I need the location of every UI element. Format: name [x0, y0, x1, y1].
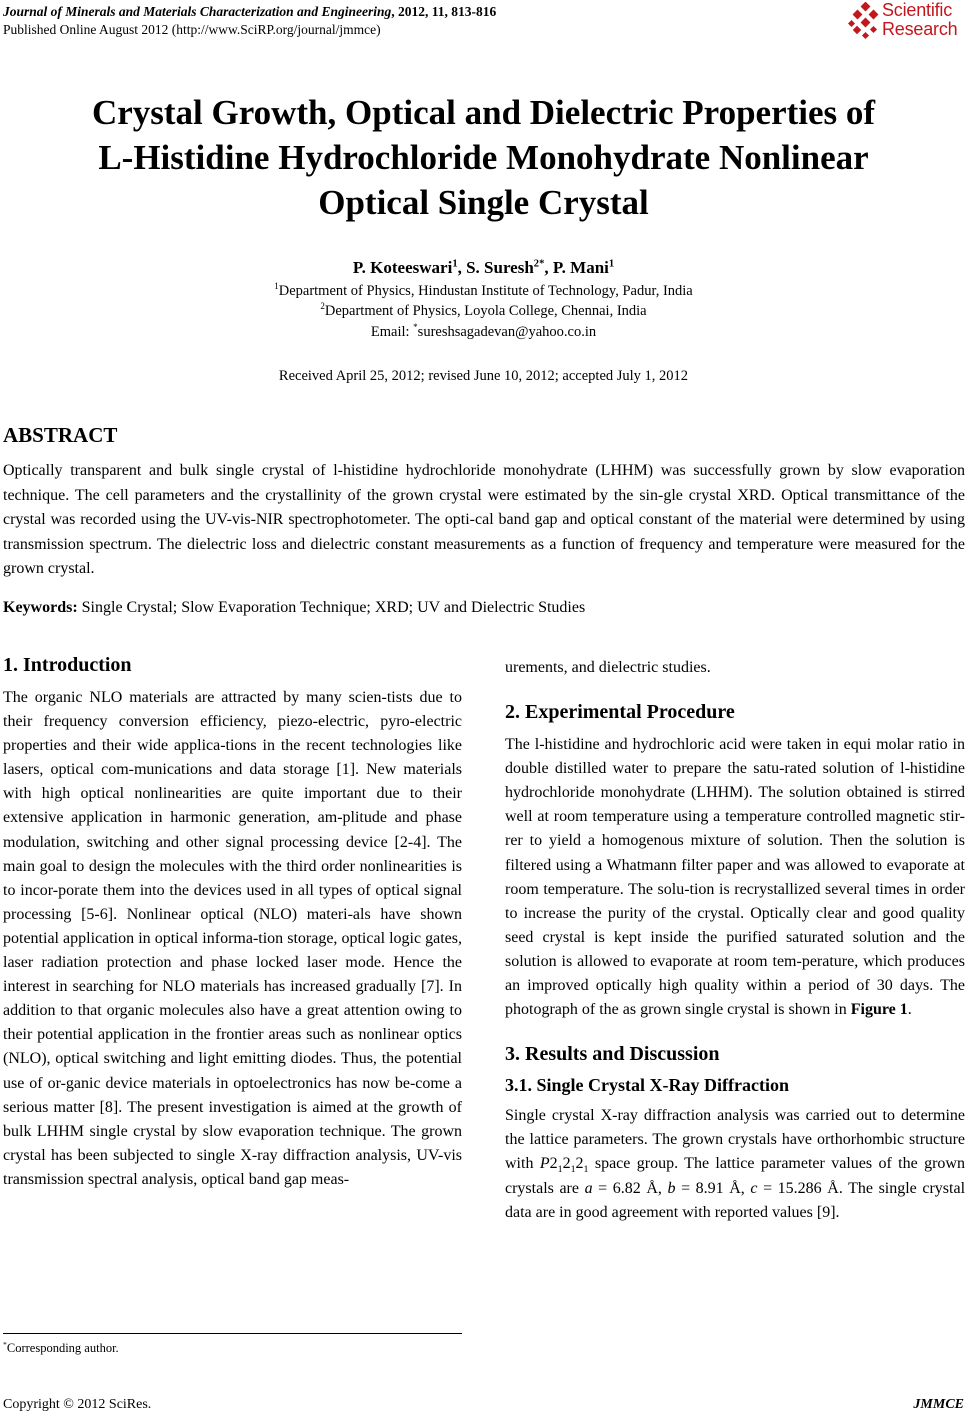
- footnote-text: Corresponding author.: [6, 1341, 119, 1355]
- title-line-3: Optical Single Crystal: [318, 183, 649, 222]
- logo-mark-icon: [848, 2, 882, 42]
- author-affiliation-mark: 1: [452, 258, 458, 270]
- space-group-digit: 2: [562, 1155, 571, 1173]
- lattice-a-value: = 6.82 Å,: [592, 1179, 668, 1197]
- lattice-b-value: = 8.91 Å,: [675, 1179, 751, 1197]
- footnote: [3, 1341, 119, 1356]
- affiliation-text: Department of Physics, Hindustan Institute of Technology, Padur, India: [278, 283, 693, 299]
- section-heading-experimental: 2. Experimental Procedure: [505, 701, 735, 724]
- author-list: [0, 258, 967, 278]
- affiliation-mark: 1: [274, 281, 279, 292]
- keywords-label: Keywords:: [3, 599, 78, 616]
- title-line-2: L-Histidine Hydrochloride Monohydrate Nonlinear: [98, 138, 869, 177]
- introduction-text: The organic NLO materials are attracted by many scien-tists due to their frequency conversion efficiency, piezo-electric, pyro-electric properties and their wide applica-tions in the recent technologies like lasers, optical com-munications and data storage [1]. New materials with high optical nonlinearities are quite important due to their extensive application in harmonic generation, am-plitude and phase modulation, switching and other signal processing device [2-4]. The main goal to design the molecules with the third order nonlinearities is to incor-porate them into the devices used in all types of optical signal processing [5-6]. Nonlinear optical (NLO) materi-als have shown potential application in optical informa-tion storage, optical logic gates, laser radiation protection and phase locked laser mode. Hence the interest in searching for NLO materials has increased gradually [7]. In addition to that organic molecules also have a great attention owing to their potential application in the frontier areas such as nonlinear optics (NLO), optical switching and light emitting diodes. Thus, the potential use of or-ganic device materials in optoelectronics has now be-come a serious matter [8]. The present investigation is aimed at the growth of bulk LHHM single crystal by slow evaporation technique. The grown crystal has been subjected to single X-ray diffraction analysis, UV-vis transmission spectral analysis, optical band gap meas-: [3, 689, 462, 1188]
- journal-name: Journal of Minerals and Materials Characterization and Engineering: [3, 4, 392, 19]
- author-name: P. Koteeswari: [352, 258, 453, 277]
- space-group-subscript: 1: [570, 1164, 576, 1176]
- lattice-c-label: c: [750, 1179, 758, 1197]
- section-heading-results: 3. Results and Discussion: [505, 1043, 720, 1066]
- logo-line-1: Scientific: [882, 0, 953, 20]
- author-affiliation-mark: 1: [608, 258, 615, 270]
- xrd-text: [505, 1104, 965, 1224]
- publication-info: Published Online August 2012 (http://www.SciRP.org/journal/jmmce): [3, 22, 381, 37]
- abstract-heading: ABSTRACT: [3, 423, 118, 447]
- lattice-a-label: a: [584, 1179, 593, 1197]
- keywords-text: Single Crystal; Slow Evaporation Technique; XRD; UV and Dielectric Studies: [77, 599, 586, 616]
- affiliation-1: [0, 283, 967, 300]
- space-group-symbol: P: [539, 1155, 550, 1173]
- figure-1-reference[interactable]: Figure 1: [850, 1001, 908, 1019]
- space-group-digit: 2: [575, 1155, 584, 1173]
- author-email: [0, 324, 967, 341]
- journal-abbreviation: JMMCE: [913, 1397, 964, 1412]
- right-column: [505, 656, 965, 1225]
- experimental-text: [505, 733, 965, 1022]
- author-name: P. Mani: [552, 258, 609, 277]
- journal-citation: [3, 4, 496, 20]
- copyright-notice: Copyright © 2012 SciRes.: [3, 1397, 152, 1412]
- subsection-heading-xrd: 3.1. Single Crystal X-Ray Diffraction: [505, 1075, 789, 1096]
- logo-line-2: Research: [882, 19, 958, 39]
- email-address[interactable]: sureshsagadevan@yahoo.co.in: [417, 324, 597, 340]
- footnote-divider: [3, 1333, 462, 1334]
- affiliation-mark: 2: [320, 301, 325, 312]
- introduction-continuation: urements, and dielectric studies.: [505, 659, 711, 676]
- experimental-body: The l-histidine and hydrochloric acid were taken in equi molar ratio in double distilled water to prepare the satu-rated solution of l-histidine hydrochloride monohydrate (LHHM). The solution obtained is stirred well at room temperature using a temperature controlled magnetic stir-rer to yield a homogenous mixture of solution. Then the solution is filtered using a Whatmann filter paper and was allowed to evaporate at room temperature. The solu-tion is recrystallized several times in order to increase the purity of the crystal. Optically clear and good quality seed crystal is kept inside the purified saturated solution and the solution is allowed to evaporate at room tem-perature, which produces an improved optically high quality within a period of 30 days. The photograph of the as grown single crystal is shown in: [505, 736, 965, 1019]
- footnote-mark: *: [3, 1339, 7, 1349]
- abstract-text: Optically transparent and bulk single crystal of l-histidine hydrochloride monohydrate (LHHM) was successfully grown by slow evaporation technique. The cell parameters and the crystallinity of the grown crystal were estimated by the sin-gle crystal XRD. Optical transmittance of the crystal was recorded using the UV-vis-NIR spectrophotometer. The opti-cal band gap and optical constant of the material were determined by using transmission spectrum. The dielectric loss and dielectric constant measurements as a function of frequency and temperature were measured for the grown crystal.: [3, 462, 965, 577]
- affiliation-text: Department of Physics, Loyola College, Chennai, India: [324, 303, 647, 319]
- space-group-subscript: 1: [557, 1164, 563, 1176]
- author-name: S. Suresh: [466, 258, 534, 277]
- xrd-body-b: space group. The lattice parameter values of the grown crystals are: [505, 1155, 965, 1197]
- space-group-digit: 2: [549, 1155, 558, 1173]
- space-group-subscript: 1: [583, 1164, 589, 1176]
- affiliation-2: [0, 303, 967, 320]
- journal-volume-pages: , 2012, 11, 813-816: [391, 4, 497, 19]
- scientific-research-logo: [848, 0, 966, 44]
- author-separator: ,: [544, 258, 553, 277]
- experimental-end: .: [907, 1001, 912, 1019]
- title-line-1: Crystal Growth, Optical and Dielectric Properties of: [91, 93, 876, 132]
- email-mark: *: [413, 322, 418, 333]
- logo-text: [882, 1, 957, 39]
- email-label: Email:: [370, 324, 414, 340]
- lattice-c-value: = 15.286 Å. The single crystal data are in good agreement with reported values [9].: [505, 1179, 966, 1221]
- left-column: [3, 654, 462, 1192]
- paper-title: [0, 90, 967, 225]
- author-separator: ,: [457, 258, 467, 277]
- author-affiliation-mark: 2*: [533, 258, 545, 270]
- xrd-body-a: Single crystal X-ray diffraction analysis was carried out to determine the lattice parameters. The grown crystals have orthorhombic structure with: [505, 1107, 965, 1173]
- section-heading-introduction: 1. Introduction: [3, 654, 132, 676]
- received-dates: Received April 25, 2012; revised June 10, 2012; accepted July 1, 2012: [278, 368, 689, 384]
- keywords: [3, 599, 585, 617]
- lattice-b-label: b: [667, 1179, 676, 1197]
